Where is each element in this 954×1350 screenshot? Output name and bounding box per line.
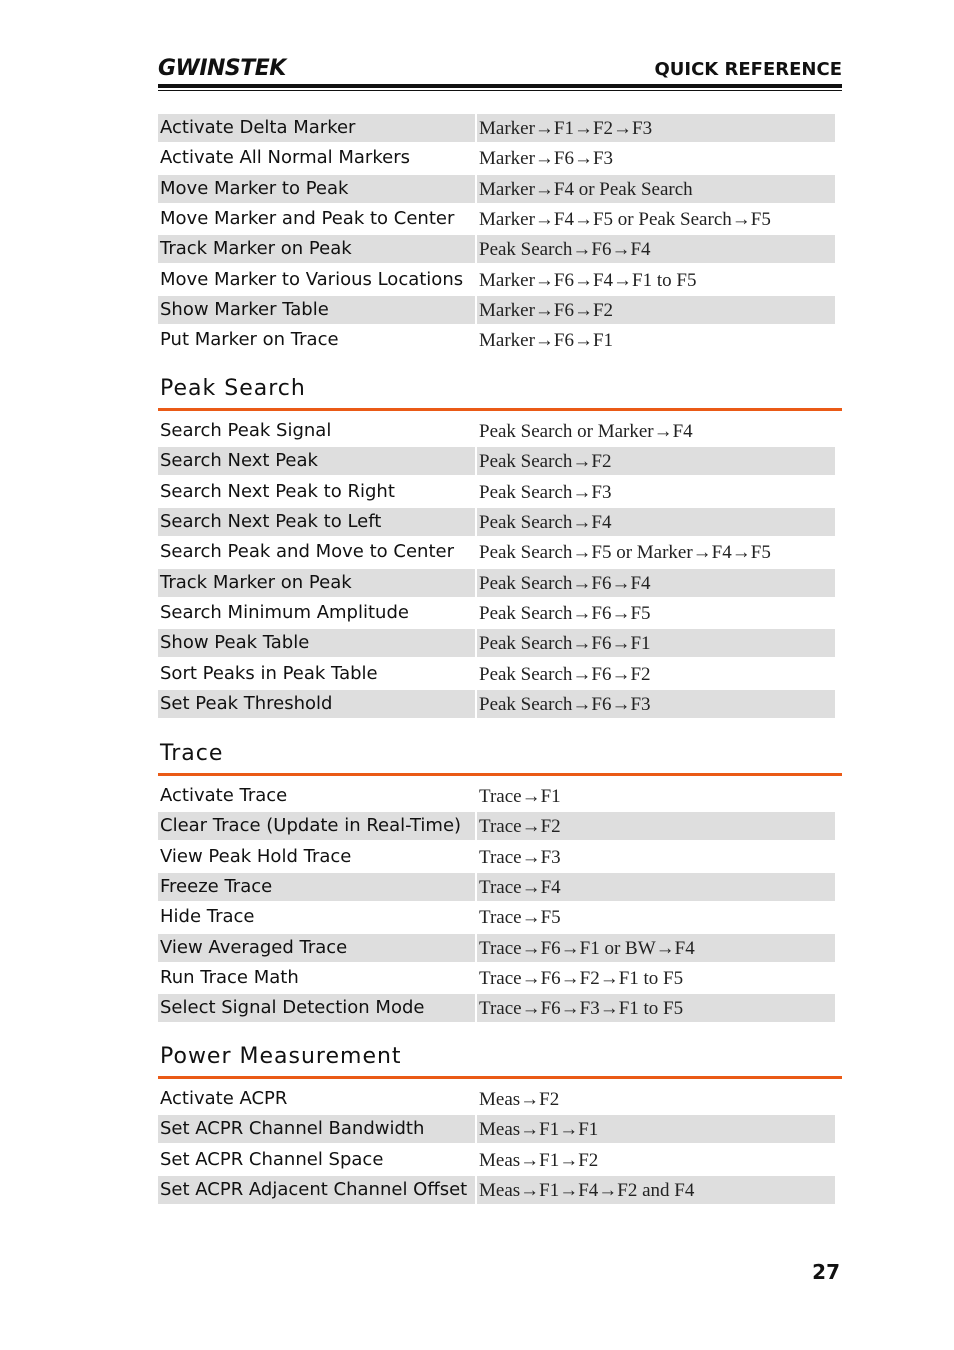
row-cells: [158, 660, 842, 688]
table-row: [158, 842, 842, 872]
table-row: [158, 689, 842, 719]
table-row: [158, 598, 842, 628]
function-label: Search Next Peak to Right: [160, 480, 395, 502]
section-1: [158, 375, 842, 719]
table-row: [158, 1084, 842, 1114]
table-row: [158, 234, 842, 264]
key-sequence: Meas→F1→F2: [479, 1149, 599, 1171]
function-label: Run Trace Math: [160, 966, 299, 988]
header-rule-thin: [158, 90, 842, 91]
key-sequence: Marker→F6→F4→F1 to F5: [479, 269, 697, 291]
key-sequence: Marker→F4→F5 or Peak Search→F5: [479, 209, 771, 231]
page-number: 27: [812, 1260, 840, 1284]
function-label: Activate All Normal Markers: [160, 147, 410, 169]
function-label: Search Next Peak: [158, 447, 475, 475]
table-row: [158, 143, 842, 173]
table-row: [158, 932, 842, 962]
function-label: View Peak Hold Trace: [160, 845, 352, 867]
key-sequence: Trace→F4: [477, 873, 835, 901]
key-sequence: Marker→F6→F1: [479, 330, 614, 352]
table-row: [158, 416, 842, 446]
key-sequence: Peak Search→F6→F4: [477, 235, 835, 263]
table-row: [158, 507, 842, 537]
key-sequence: Trace→F6→F3→F1 to F5: [477, 994, 835, 1022]
key-sequence: Marker→F6→F2: [477, 296, 835, 324]
function-label: View Averaged Trace: [158, 934, 475, 962]
section-3: [158, 1043, 842, 1205]
key-sequence: Meas→F1→F1: [477, 1115, 835, 1143]
table-row: [158, 567, 842, 597]
key-sequence: Trace→F6→F2→F1 to F5: [479, 967, 684, 989]
row-cells: [158, 1085, 842, 1113]
header-title: QUICK REFERENCE: [654, 59, 842, 80]
section-rule: [158, 1076, 842, 1079]
row-cells: [158, 508, 842, 536]
row-cells: [158, 599, 842, 627]
table-row: [158, 811, 842, 841]
key-sequence: Marker→F4 or Peak Search: [477, 175, 835, 203]
section-title: Peak Search: [160, 376, 306, 401]
row-cells: [158, 447, 842, 475]
table-row: [158, 295, 842, 325]
key-sequence: Peak Search→F6→F4: [477, 569, 835, 597]
function-label: Activate Delta Marker: [158, 114, 475, 142]
page-header: [158, 56, 842, 92]
key-sequence: Trace→F6→F1 or BW→F4: [477, 934, 835, 962]
section-title: Power Measurement: [160, 1044, 402, 1069]
key-sequence: Peak Search→F5 or Marker→F4→F5: [479, 542, 771, 564]
key-sequence: Peak Search→F6→F1: [477, 629, 835, 657]
function-label: Hide Trace: [160, 906, 255, 928]
key-sequence: Peak Search→F4: [477, 508, 835, 536]
brand-logo: GWINSTEK: [158, 56, 286, 81]
key-sequence: Peak Search→F6→F3: [477, 690, 835, 718]
function-label: Activate ACPR: [160, 1088, 288, 1110]
function-label: Set ACPR Channel Space: [160, 1148, 384, 1170]
key-sequence: Marker→F1→F2→F3: [477, 114, 835, 142]
section-title: Trace: [160, 741, 224, 766]
function-label: Set Peak Threshold: [158, 690, 475, 718]
row-cells: [158, 144, 842, 172]
table-row: [158, 658, 842, 688]
section-2: [158, 740, 842, 1023]
table-row: [158, 902, 842, 932]
section-rule: [158, 773, 842, 776]
table-row: [158, 628, 842, 658]
row-cells: [158, 205, 842, 233]
function-label: Set ACPR Adjacent Channel Offset: [158, 1176, 475, 1204]
function-label: Show Marker Table: [158, 296, 475, 324]
function-label: Track Marker on Peak: [158, 569, 475, 597]
function-label: Clear Trace (Update in Real-Time): [158, 812, 475, 840]
row-cells: [158, 1115, 842, 1143]
key-sequence: Meas→F2: [479, 1089, 560, 1111]
row-cells: [158, 903, 842, 931]
table-row: [158, 264, 842, 294]
key-sequence: Peak Search→F6→F2: [479, 663, 651, 685]
row-cells: [158, 114, 842, 142]
key-sequence: Trace→F1: [479, 786, 561, 808]
section-0: [158, 113, 842, 355]
key-sequence: Trace→F2: [477, 812, 835, 840]
row-cells: [158, 690, 842, 718]
row-cells: [158, 629, 842, 657]
function-label: Freeze Trace: [158, 873, 475, 901]
row-cells: [158, 478, 842, 506]
function-label: Search Minimum Amplitude: [160, 601, 409, 623]
key-sequence: Marker→F6→F3: [479, 148, 614, 170]
header-rule: [158, 84, 842, 88]
function-label: Activate Trace: [160, 785, 288, 807]
row-cells: [158, 417, 842, 445]
section-rule: [158, 408, 842, 411]
table-row: [158, 993, 842, 1023]
row-cells: [158, 235, 842, 263]
row-cells: [158, 296, 842, 324]
row-cells: [158, 326, 842, 354]
function-label: Move Marker to Peak: [158, 175, 475, 203]
row-cells: [158, 994, 842, 1022]
table-row: [158, 963, 842, 993]
row-cells: [158, 538, 842, 566]
key-sequence: Trace→F5: [479, 907, 561, 929]
row-cells: [158, 1146, 842, 1174]
key-sequence: Peak Search→F3: [479, 481, 612, 503]
row-cells: [158, 934, 842, 962]
row-cells: [158, 266, 842, 294]
row-cells: [158, 782, 842, 810]
table-row: [158, 537, 842, 567]
key-sequence: Peak Search→F2: [477, 447, 835, 475]
function-label: Move Marker to Various Locations: [160, 268, 464, 290]
row-cells: [158, 873, 842, 901]
table-row: [158, 781, 842, 811]
table-row: [158, 174, 842, 204]
function-label: Show Peak Table: [158, 629, 475, 657]
table-row: [158, 477, 842, 507]
key-sequence: Peak Search→F6→F5: [479, 602, 651, 624]
table-row: [158, 113, 842, 143]
table-row: [158, 204, 842, 234]
table-row: [158, 1175, 842, 1205]
table-row: [158, 1145, 842, 1175]
key-sequence: Trace→F3: [479, 846, 561, 868]
table-row: [158, 1114, 842, 1144]
row-cells: [158, 1176, 842, 1204]
row-cells: [158, 964, 842, 992]
function-label: Search Peak Signal: [160, 420, 332, 442]
function-label: Put Marker on Trace: [160, 329, 339, 351]
function-label: Search Peak and Move to Center: [160, 541, 454, 563]
table-row: [158, 872, 842, 902]
function-label: Select Signal Detection Mode: [158, 994, 475, 1022]
function-label: Search Next Peak to Left: [158, 508, 475, 536]
function-label: Set ACPR Channel Bandwidth: [158, 1115, 475, 1143]
table-row: [158, 325, 842, 355]
row-cells: [158, 843, 842, 871]
function-label: Move Marker and Peak to Center: [160, 208, 455, 230]
key-sequence: Peak Search or Marker→F4: [479, 421, 693, 443]
function-label: Track Marker on Peak: [158, 235, 475, 263]
row-cells: [158, 812, 842, 840]
row-cells: [158, 175, 842, 203]
table-row: [158, 446, 842, 476]
function-label: Sort Peaks in Peak Table: [160, 662, 378, 684]
key-sequence: Meas→F1→F4→F2 and F4: [477, 1176, 835, 1204]
row-cells: [158, 569, 842, 597]
